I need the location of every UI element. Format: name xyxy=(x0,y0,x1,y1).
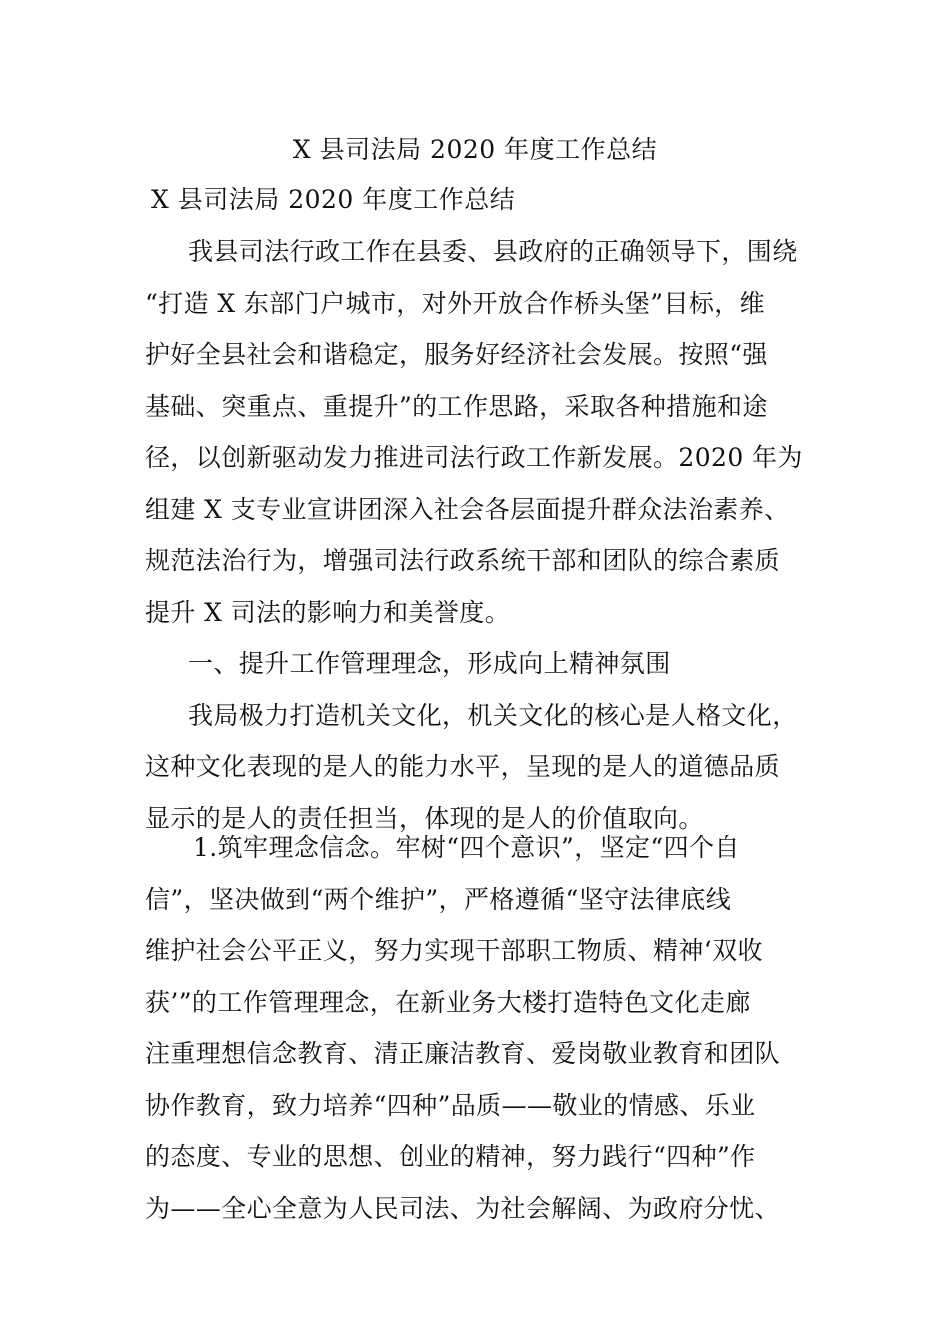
text-line: 这种文化表现的是人的能力水平，呈现的是人的道德品质 xyxy=(145,752,781,781)
text-line: 获’”的工作管理理念，在新业务大楼打造特色文化走廊 xyxy=(145,987,751,1017)
text-line: 维护社会公平正义，努力实现干部职工物质、精神‘双收 xyxy=(145,936,763,965)
text-line: 护好全县社会和谐稳定，服务好经济社会发展。按照“强 xyxy=(145,340,768,369)
text-line: 组建 X 支专业宣讲团深入社会各层面提升群众法治素养、 xyxy=(145,494,790,524)
text-line: “打造 X 东部门户城市，对外开放合作桥头堡”目标，维 xyxy=(145,288,766,318)
text-line: 我县司法行政工作在县委、县政府的正确领导下，围绕 xyxy=(188,237,798,266)
paragraph-item-1 xyxy=(145,822,810,1234)
paragraph-intro xyxy=(145,226,810,844)
text-line: 基础、突重点、重提升”的工作思路，采取各种措施和途 xyxy=(145,391,768,421)
document-title: X 县司法局 2020 年度工作总结 xyxy=(292,135,658,164)
text-line: 注重理想信念教育、清正廉洁教育、爱岗敬业教育和团队 xyxy=(145,1039,781,1068)
text-line: 1.筑牢理念信念。牢树“四个意识”，坚定“四个自 xyxy=(193,833,740,862)
text-line: 我局极力打造机关文化，机关文化的核心是人格文化， xyxy=(188,700,798,730)
text-line: 信”，坚决做到“两个维护”，严格遵循“坚守法律底线 xyxy=(145,884,732,914)
document-subtitle: X 县司法局 2020 年度工作总结 xyxy=(151,185,516,214)
text-line: 的态度、专业的思想、创业的精神，努力践行“四种”作 xyxy=(145,1142,756,1171)
text-line: 为——全心全意为人民司法、为社会解阔、为政府分忧、 xyxy=(145,1193,781,1223)
text-line: 径，以创新驱动发力推进司法行政工作新发展。2020 年为 xyxy=(145,443,803,472)
section-heading: 一、提升工作管理理念，形成向上精神氛围 xyxy=(188,649,671,678)
text-line: 显示的是人的责任担当，体现的是人的价值取向。 xyxy=(145,803,704,833)
text-line: 协作教育，致力培养“四种”品质——敬业的情感、乐业 xyxy=(145,1090,756,1120)
text-line: 提升 X 司法的影响力和美誉度。 xyxy=(145,597,511,627)
text-line: 规范法治行为，增强司法行政系统干部和团队的综合素质 xyxy=(145,546,781,575)
